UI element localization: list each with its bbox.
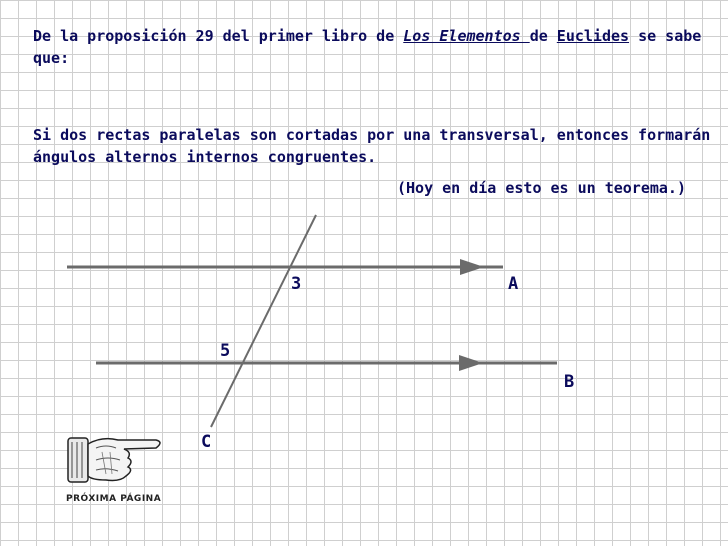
transversal-label: C [201, 432, 212, 452]
intro-part1: De la proposición 29 del primer libro de [33, 27, 404, 45]
line-b-label: B [564, 372, 575, 392]
book-title-link[interactable]: Los Elementos [403, 27, 530, 45]
arrow-b-icon [459, 355, 483, 371]
arrow-a-icon [460, 259, 484, 275]
next-page-link[interactable]: PRÓXIMA PÁGINA [66, 494, 162, 504]
angle-5-label: 5 [220, 341, 231, 361]
angle-3-label: 3 [291, 274, 302, 294]
pointing-hand-icon[interactable] [62, 430, 168, 492]
intro-part2: de [529, 27, 557, 45]
intro-part3: se sabe que: [33, 27, 702, 67]
transversal-line [211, 215, 316, 427]
line-a-label: A [508, 274, 519, 294]
theorem-note: (Hoy en día esto es un teorema.) [397, 179, 686, 197]
rule-statement: Si dos rectas paralelas son cortadas por una transversal, entonces formarán ángulos alternos internos congruentes. [33, 126, 711, 166]
author-link[interactable]: Euclides [556, 27, 630, 45]
